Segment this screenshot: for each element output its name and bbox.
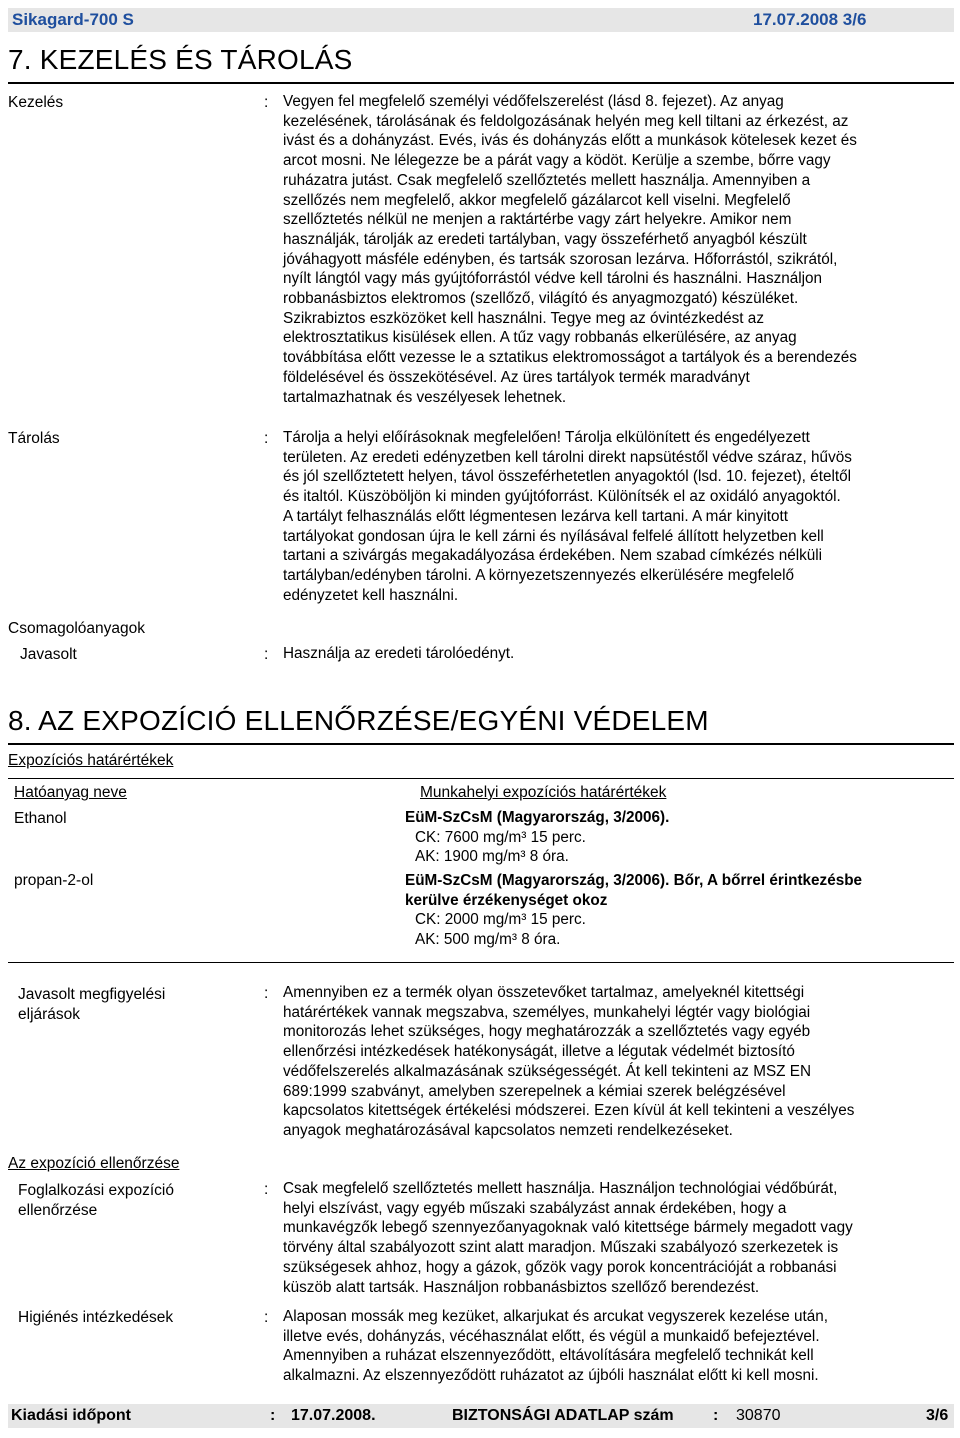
hygiene-text [283, 1307, 953, 1386]
text-line: monitorozás lehet szükséges, hogy meghatározzák a szellőztetés vagy egyéb [283, 1023, 811, 1041]
storage-text [283, 428, 953, 605]
limit-regulation-cont: kerülve érzékenységet okoz [405, 891, 608, 909]
packaging-label: Csomagolóanyagok [8, 620, 146, 637]
issued-colon: : [270, 1407, 276, 1424]
text-line: Amennyiben ez a termék olyan összetevőket tartalmaz, amelyeknél kitettségi [283, 984, 805, 1001]
text-line: szellőztetés nélkül ne menjen a raktártérbe vagy zárt helyekre. Amikor nem [283, 211, 792, 229]
exposure-control-heading: Az expozíció ellenőrzése [8, 1155, 180, 1172]
text-line: jóváhagyott másféle edényben, és tartsák szorosan lezárva. Hőforrástól, szikrától, [283, 250, 838, 268]
recommended-text: Használja az eredeti tárolóedényt. [283, 645, 515, 662]
product-name: Sikagard-700 S [12, 10, 134, 29]
text-line: munkavégzők lebegő szennyezőanyagoknak való kitettsége bármely megadott vagy [283, 1219, 853, 1237]
colon: : [264, 1181, 269, 1198]
text-line: illetve evés, dohányzás, vécéhasználat előtt, és végül a munkaidő befejeztével. [283, 1327, 820, 1345]
limit-ck: CK: 7600 mg/m³ 15 perc. [415, 828, 586, 846]
occupational-label [18, 1181, 174, 1221]
colon: : [264, 646, 269, 663]
text-line: A tartályt felhasználás előtt légmentesen lezárva kell tartani. A már kinyitott [283, 507, 789, 525]
table-row [14, 872, 93, 890]
header-date-page: 17.07.2008 3/6 [753, 10, 867, 29]
section-8-divider [8, 743, 954, 745]
table-row [14, 810, 67, 828]
table-col-limits: Munkahelyi expozíciós határértékek [420, 784, 667, 801]
text-line: ruházatra jutást. Csak megfelelő szellőztetés mellett használja. Amennyiben a [283, 171, 811, 189]
text-line: helyi elszívást, vagy egyéb műszaki szabályzást annak érdekében, hogy a [283, 1199, 787, 1217]
text-line: nyílt lángtól vagy más gyújtóforrástól védve kell tárolni és használni. Használjon [283, 270, 823, 288]
handling-text [283, 92, 953, 407]
text-line: védőfelszerelés alkalmazásának szükségességét. Át kell tekinteni az MSZ EN [283, 1062, 811, 1080]
monitoring-label [18, 985, 165, 1025]
text-line: Amennyiben a ruházat elszennyeződött, eltávolítására megfelelő technikát kell [283, 1347, 814, 1365]
text-line: és jól szellőztetett helyen, távol összeférhetetlen anyagoktól (lsd. 10. fejezet), ételtől [283, 468, 852, 486]
text-line: küszöb alatt tartsák. Használjon robbanásbiztos szellőző berendezést. [283, 1278, 760, 1296]
hygiene-label: Higiénés intézkedések [18, 1309, 174, 1326]
text-line: Alaposan mossák meg kezüket, alkarjukat és arcukat vegyszerek kezelése után, [283, 1308, 829, 1325]
page-number: 3/6 [926, 1407, 949, 1424]
sds-label: BIZTONSÁGI ADATLAP szám [452, 1407, 674, 1424]
text-line: robbanásbiztos elektromos (szellőző, világító és anyagmozgató) készüléket. [283, 290, 799, 308]
section-7-title: 7. KEZELÉS ÉS TÁROLÁS [8, 44, 353, 75]
substance-name: propan-2-ol [14, 872, 94, 889]
text-line: földelésével és összekötésével. Az üres tartályok termék maradványt [283, 368, 750, 386]
text-line: edényzetet kell használni. [283, 586, 459, 604]
sds-colon: : [713, 1407, 719, 1424]
text-line: területen. Az eredeti edényzetben kell tárolni direkt napsütéstől védve száraz, hűvös [283, 448, 852, 466]
text-line: használják, tárolják az eredeti tartályban, vagy összeférhető anyagból készült [283, 230, 807, 248]
text-line: törvény által szabályozott szint alatt maradjon. Műszaki szabályozó szerkezetek is [283, 1239, 839, 1257]
text-line: Tárolja a helyi előírásoknak megfelelően! Tárolja elkülönített és engedélyezett [283, 429, 810, 446]
limit-regulation: EüM-SzCsM (Magyarország, 3/2006). Bőr, A bőrrel érintkezésbe [405, 872, 863, 889]
section-7-divider [8, 82, 954, 84]
text-line: kezelésének, tárolásának és feldolgozásának helyén meg kell tiltani az érkezést, az [283, 112, 849, 130]
exposure-limits-heading: Expozíciós határértékek [8, 752, 174, 769]
recommended-label: Javasolt [20, 646, 77, 663]
text-line: alkalmazni. Az elszennyeződött ruházatot az újbóli használat előtt ki kell mosni. [283, 1367, 819, 1385]
issued-label: Kiadási időpont [11, 1407, 131, 1424]
table-row-limits [405, 871, 953, 950]
text-line: határértékek vannak megszabva, személyes, munkahelyi légtér vagy biológiai [283, 1003, 811, 1021]
text-line: továbbítása előtt vezesse le a sztatikus elektromosságot a tartályok és a berendezés [283, 349, 857, 367]
issued-date: 17.07.2008. [291, 1407, 376, 1424]
limit-ck: CK: 2000 mg/m³ 15 perc. [415, 911, 586, 929]
table-row-limits [405, 808, 953, 867]
occupational-label-line: ellenőrzése [18, 1202, 98, 1219]
limit-regulation: EüM-SzCsM (Magyarország, 3/2006). [405, 809, 670, 826]
storage-label: Tárolás [8, 430, 60, 447]
limit-ak: AK: 500 mg/m³ 8 óra. [415, 931, 561, 949]
text-line: arcot mosni. Ne lélegezze be a párát vagy a ködöt. Kerülje a szembe, bőrre vagy [283, 152, 831, 170]
table-col-substance: Hatóanyag neve [14, 784, 127, 801]
substance-name: Ethanol [14, 810, 67, 827]
colon: : [264, 94, 269, 111]
text-line: tartályban/edényben tárolni. A környezetszennyezés elkerülésére megfelelő [283, 566, 795, 584]
text-line: ivást és a dohányzást. Evés, ivás és dohányzás előtt a munkások kötelesek kezet és [283, 132, 857, 150]
text-line: kapcsolatos kitettségek értékelési módszerei. Ezen kívül át kell tekinteni a veszélyes [283, 1102, 855, 1120]
text-line: Szikrabiztos eszközöket kell használni. Tegye meg az óvintézkedést az [283, 309, 764, 327]
table-top-border [8, 778, 954, 779]
text-line: szükségesek ahhoz, hogy a gázok, gőzök vagy porok koncentrációját a robbanási [283, 1258, 837, 1276]
section-8-title: 8. AZ EXPOZÍCIÓ ELLENŐRZÉSE/EGYÉNI VÉDELEM [8, 705, 709, 736]
colon: : [264, 1309, 269, 1326]
text-line: és italtól. Küszöböljön ki minden gyújtóforrást. Különítsék el az oxidáló anyagoktól. [283, 488, 841, 506]
text-line: ellenőrzési intézkedések hatékonyságát, illetve a légutak védelmét biztosító [283, 1043, 795, 1061]
handling-label: Kezelés [8, 94, 64, 111]
text-line: szellőzés nem megfelelő, akkor megfelelő gázálarcot kell viselni. Megfelelő [283, 191, 791, 209]
text-line: elektrosztatikus kisülések ellen. A tűz vagy robbanás elkerülésére, az anyag [283, 329, 797, 347]
monitoring-text [283, 983, 953, 1141]
text-line: anyagok meghatározásával kapcsolatos nemzeti rendelkezéseket. [283, 1121, 733, 1139]
limit-ak: AK: 1900 mg/m³ 8 óra. [415, 848, 569, 866]
colon: : [264, 430, 269, 447]
monitoring-label-line: eljárások [18, 1006, 81, 1023]
page-footer [8, 1404, 954, 1428]
monitoring-label-line: Javasolt megfigyelési [18, 986, 166, 1003]
table-bottom-border [8, 962, 954, 963]
text-line: tartályokat gondosan újra le kell zárni és nyílásával felfelé állított helyzetben kell [283, 527, 824, 545]
page-header [8, 8, 954, 32]
text-line: tartalmazhatnak és veszélyesek lehetnek. [283, 388, 567, 406]
sds-number: 30870 [736, 1407, 781, 1424]
colon: : [264, 985, 269, 1002]
occupational-text [283, 1179, 953, 1297]
occupational-label-line: Foglalkozási expozíció [18, 1182, 174, 1199]
text-line: tartani a szivárgás megakadályozása érdekében. Nem szabad címkézés nélküli [283, 547, 823, 565]
text-line: 689:1999 szabványt, amelyben szerepelnek a kémiai szerek belégzésével [283, 1082, 786, 1100]
text-line: Vegyen fel megfelelő személyi védőfelszerelést (lásd 8. fejezet). Az anyag [283, 93, 784, 110]
text-line: Csak megfelelő szellőztetés mellett használja. Használjon technológiai védőbúrát, [283, 1180, 838, 1197]
